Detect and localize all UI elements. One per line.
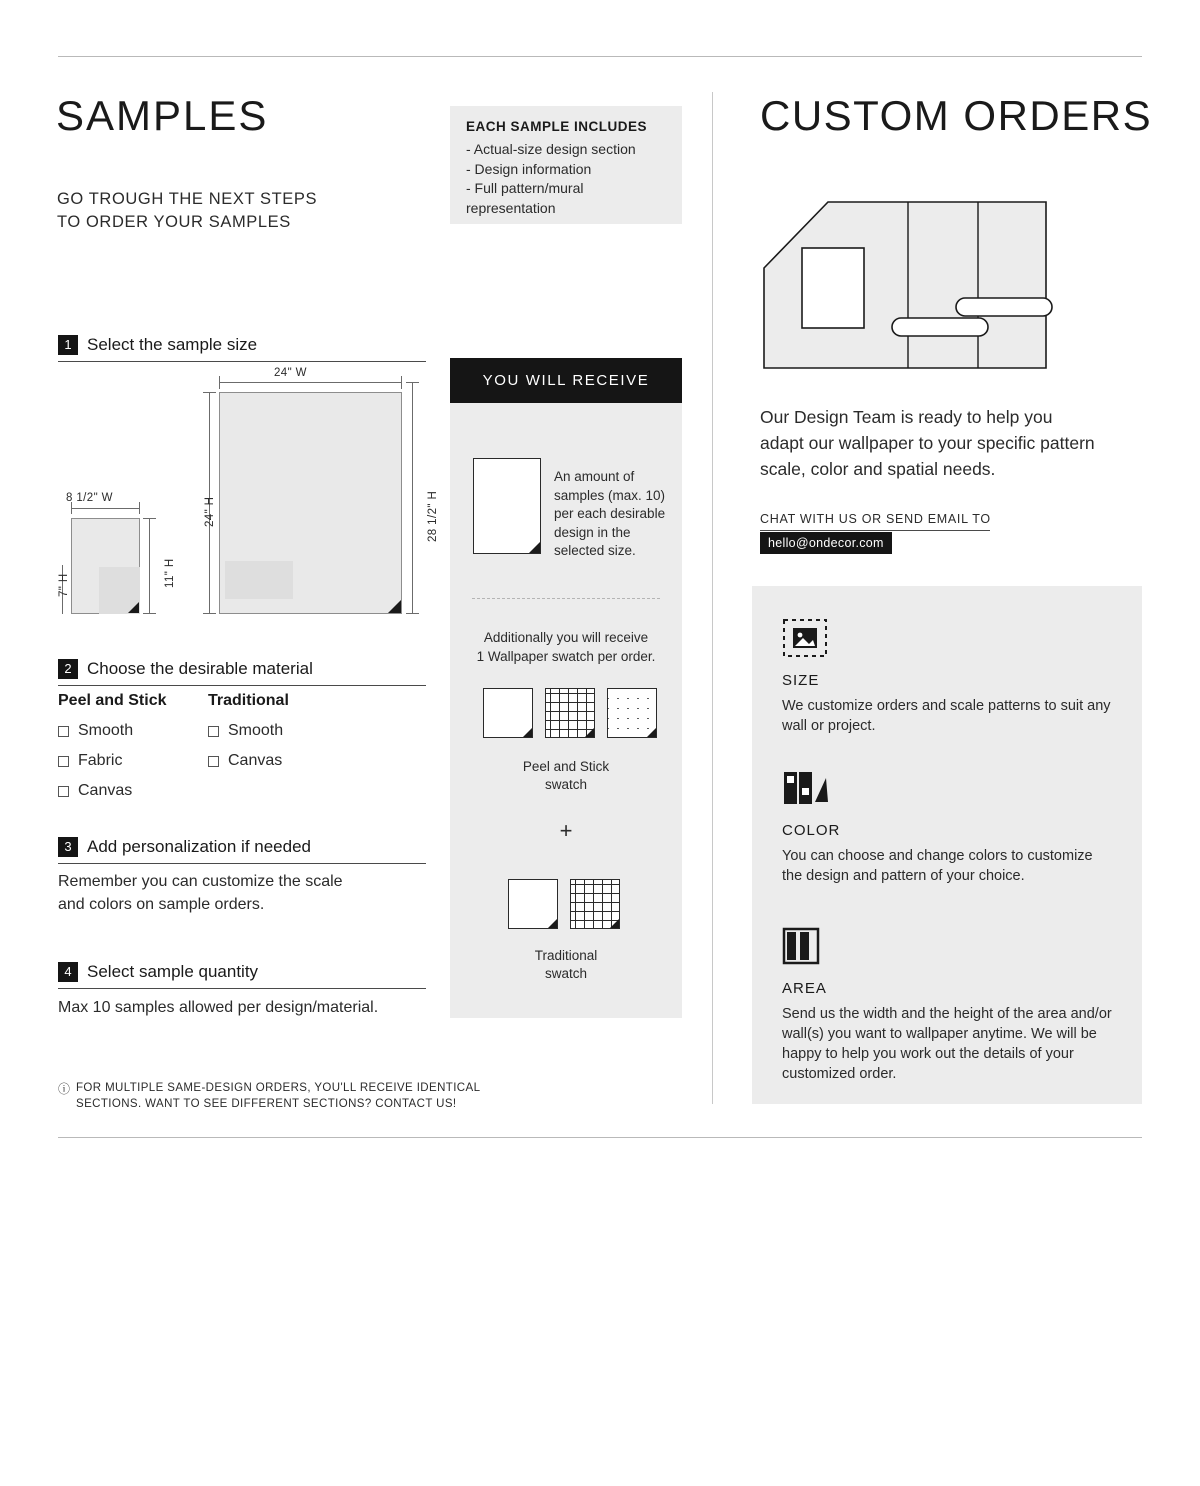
step-4-number: 4 (58, 962, 78, 982)
dim-cap-28h-top (406, 382, 419, 383)
checkbox-label: Smooth (228, 722, 284, 739)
top-rule (58, 56, 1142, 57)
samples-subtitle-line1: GO TROUGH THE NEXT STEPS (57, 190, 318, 208)
peel-caption-line2: swatch (544, 777, 588, 792)
each-sample-includes-panel (450, 106, 682, 224)
bottom-rule (58, 1137, 1142, 1138)
checkbox-icon[interactable] (58, 756, 69, 767)
step-3-number: 3 (58, 837, 78, 857)
swatch-grid-icon (570, 879, 620, 929)
step-4-label: Select sample quantity (87, 962, 259, 981)
step-1-label: Select the sample size (87, 335, 258, 354)
peel-and-stick-swatch-caption (450, 758, 682, 794)
color-swatches-icon (782, 768, 828, 813)
checkbox-label: Canvas (228, 752, 283, 769)
additional-swatch-note (463, 628, 669, 666)
wall-area-icon (782, 926, 828, 971)
traditional-swatch-row (508, 879, 620, 929)
feature-color-text: You can choose and change colors to customize the design and pattern of your choice. (782, 848, 1093, 884)
peel-caption-line1: Peel and Stick (522, 759, 610, 774)
sheet-corner (529, 542, 540, 553)
dim-cap-11h-top (143, 518, 156, 519)
you-will-receive-panel (450, 358, 682, 1018)
sample-sheet-illustration (473, 458, 541, 554)
list-item: - Actual-size design section (466, 141, 636, 157)
dim-label-28h: 28 1/2" H (427, 490, 439, 542)
dim-line-24w (219, 382, 402, 383)
footnote-line1: FOR MULTIPLE SAME-DESIGN ORDERS, YOU'LL RECEIVE IDENTICAL (76, 1082, 481, 1094)
swatch-plain-icon (483, 688, 533, 738)
feature-area (782, 980, 1112, 1084)
checkbox-peel-canvas[interactable] (58, 782, 167, 800)
material-group-peel-and-stick (58, 692, 167, 800)
material-group-traditional (208, 692, 289, 770)
step-4-header (58, 962, 426, 982)
step-4-body: Max 10 samples allowed per design/material. (58, 999, 379, 1016)
swatch-corner (585, 728, 594, 737)
info-icon: ⓘ (58, 1082, 71, 1096)
swatch-corner (548, 919, 557, 928)
swatch-crosshatch-icon (607, 688, 657, 738)
sample-size-diagram (50, 367, 440, 632)
additional-note-line2: 1 Wallpaper swatch per order. (476, 649, 656, 664)
dim-cap-24w-left (219, 376, 220, 389)
samples-subtitle (57, 188, 317, 234)
samples-title: SAMPLES (56, 92, 269, 139)
sample-sheet-description: An amount of samples (max. 10) per each desirable design in the selected size. (554, 469, 666, 558)
dim-cap-28h-bot (406, 613, 419, 614)
peel-and-stick-heading: Peel and Stick (58, 692, 167, 709)
swatch-8-5in-corner (128, 602, 139, 613)
additional-note-line1: Additionally you will receive (483, 630, 649, 645)
footnote (58, 1080, 538, 1112)
dim-line-11h (149, 518, 150, 614)
dim-label-24w: 24" W (274, 367, 307, 379)
step-1-header (58, 335, 426, 355)
checkbox-icon[interactable] (58, 726, 69, 737)
feature-color-title: COLOR (782, 822, 841, 839)
checkbox-icon[interactable] (58, 786, 69, 797)
dim-label-24h: 24" H (204, 496, 216, 527)
step-4-underline (58, 988, 426, 989)
divider-dashed-1 (472, 598, 660, 599)
checkbox-peel-fabric[interactable] (58, 752, 167, 770)
each-sample-heading: EACH SAMPLE INCLUDES (466, 119, 648, 134)
swatch-24in (219, 392, 402, 614)
each-sample-list (450, 140, 682, 218)
step-3-body (58, 870, 343, 916)
image-placeholder-icon (782, 618, 828, 663)
chat-label: CHAT WITH US OR SEND EMAIL TO (760, 512, 991, 526)
checkbox-traditional-canvas[interactable] (208, 752, 289, 770)
list-item: - Design information (466, 160, 592, 177)
dim-cap-24w-right (401, 376, 402, 389)
step-2-number: 2 (58, 659, 78, 679)
vertical-divider (712, 92, 713, 1104)
chat-underline (760, 530, 990, 531)
checkbox-icon[interactable] (208, 726, 219, 737)
dim-cap-11h-bot (143, 613, 156, 614)
swatch-corner (610, 919, 619, 928)
step-3-body-line1: Remember you can customize the scale (58, 873, 343, 890)
list-item: - Full pattern/mural (466, 180, 584, 196)
checkbox-icon[interactable] (208, 756, 219, 767)
traditional-caption-line1: Traditional (534, 948, 598, 963)
dim-label-11h: 11" H (164, 558, 176, 588)
feature-color (782, 822, 1112, 886)
feature-area-title: AREA (782, 980, 827, 997)
dim-line-28h (412, 382, 413, 614)
feature-size-text: We customize orders and scale patterns to suit any wall or project. (782, 698, 1111, 734)
dim-cap-24h-bot (203, 613, 216, 614)
step-2-header (58, 659, 426, 679)
traditional-swatch-caption (450, 947, 682, 983)
checkbox-label: Canvas (78, 782, 133, 799)
swatch-corner (647, 728, 656, 737)
plus-sign: + (559, 818, 573, 843)
custom-orders-body: Our Design Team is ready to help you adapt our wallpaper to your specific pattern scale, color and spatial needs. (760, 407, 1095, 479)
dim-cap-8-5w-right (139, 502, 140, 514)
step-2-underline (58, 685, 426, 686)
checkbox-label: Smooth (78, 722, 134, 739)
peel-and-stick-swatch-row (483, 688, 657, 738)
dim-label-7h: 7" H (58, 573, 70, 597)
traditional-caption-line2: swatch (544, 966, 588, 981)
dim-cap-24h-top (203, 392, 216, 393)
dim-label-8-5w: 8 1/2" W (66, 492, 113, 504)
you-will-receive-heading: YOU WILL RECEIVE (450, 358, 682, 403)
checkbox-label: Fabric (78, 752, 123, 769)
feature-size (782, 672, 1112, 736)
step-1-underline (58, 361, 426, 362)
custom-orders-title: CUSTOM ORDERS (760, 92, 1153, 139)
room-illustration (760, 190, 1090, 380)
features-panel (752, 586, 1142, 1104)
step-1-number: 1 (58, 335, 78, 355)
feature-size-title: SIZE (782, 672, 820, 689)
feature-area-text: Send us the width and the height of the area and/or wall(s) you want to wallpaper anytime. We will be happy to help you work out the details of your customized order. (782, 1006, 1112, 1082)
step-3-underline (58, 863, 426, 864)
dim-line-8-5w (71, 508, 140, 509)
step-2-label: Choose the desirable material (87, 659, 313, 678)
swatch-24in-corner (388, 600, 401, 613)
list-item: representation (466, 199, 556, 216)
email-badge[interactable]: hello@ondecor.com (760, 532, 892, 554)
traditional-heading: Traditional (208, 692, 289, 709)
checkbox-peel-smooth[interactable] (58, 722, 167, 740)
step-3-header (58, 837, 426, 857)
footnote-line2: SECTIONS. WANT TO SEE DIFFERENT SECTIONS? CONTACT US! (76, 1098, 457, 1110)
samples-subtitle-line2: TO ORDER YOUR SAMPLES (57, 213, 291, 231)
swatch-8-5in (71, 518, 140, 614)
swatch-24in-inner (225, 561, 293, 599)
swatch-grid-icon (545, 688, 595, 738)
swatch-plain-icon (508, 879, 558, 929)
step-3-body-line2: and colors on sample orders. (58, 896, 265, 913)
swatch-corner (523, 728, 532, 737)
checkbox-traditional-smooth[interactable] (208, 722, 289, 740)
step-3-label: Add personalization if needed (87, 837, 311, 856)
